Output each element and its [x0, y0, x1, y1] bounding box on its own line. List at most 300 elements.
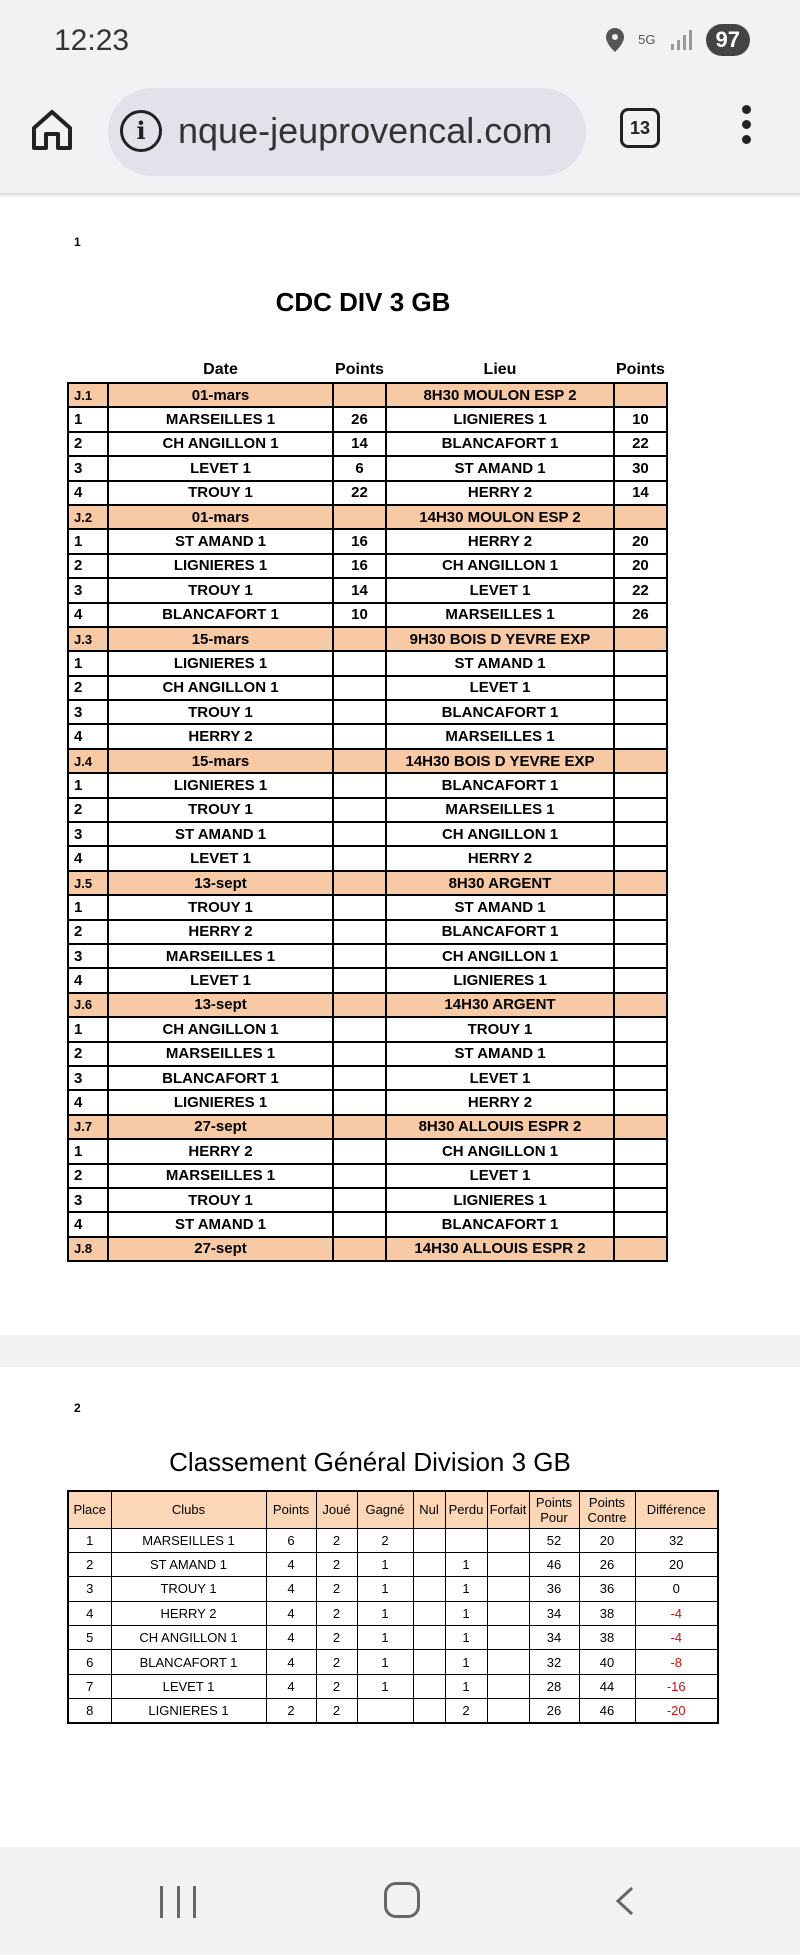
rank-cell: 6 — [266, 1528, 316, 1552]
rank-cell: 4 — [266, 1650, 316, 1674]
round-row — [68, 383, 667, 407]
home-team: ST AMAND 1 — [108, 1212, 333, 1236]
home-points: 10 — [333, 603, 386, 627]
home-nav-icon[interactable] — [384, 1882, 420, 1918]
rank-cell: 1 — [445, 1626, 487, 1650]
match-number: 2 — [68, 1164, 108, 1188]
rank-row — [68, 1650, 718, 1674]
rank-cell: 0 — [635, 1577, 718, 1601]
rank-cell — [487, 1577, 529, 1601]
away-team: HERRY 2 — [386, 1090, 614, 1114]
home-points — [333, 920, 386, 944]
away-points — [614, 1139, 667, 1163]
away-team: LEVET 1 — [386, 1066, 614, 1090]
match-row — [68, 603, 667, 627]
round-row — [68, 505, 667, 529]
home-team: TROUY 1 — [108, 895, 333, 919]
round-venue: 8H30 ALLOUIS ESPR 2 — [386, 1115, 614, 1139]
rank-cell: 26 — [579, 1552, 635, 1576]
match-row — [68, 700, 667, 724]
away-points: 20 — [614, 529, 667, 553]
rank-cell: 2 — [357, 1528, 413, 1552]
home-team: MARSEILLES 1 — [108, 1164, 333, 1188]
round-label: J.5 — [68, 871, 108, 895]
away-team: BLANCAFORT 1 — [386, 700, 614, 724]
rank-cell: -4 — [635, 1601, 718, 1625]
home-points — [333, 1066, 386, 1090]
away-points — [614, 700, 667, 724]
rank-col-header: Clubs — [111, 1491, 266, 1528]
round-empty — [614, 1237, 667, 1261]
match-number: 4 — [68, 481, 108, 505]
match-number: 3 — [68, 1066, 108, 1090]
page-number: 2 — [74, 1401, 81, 1415]
schedule-table — [67, 357, 668, 1262]
rank-cell: 7 — [68, 1674, 111, 1698]
rank-cell — [487, 1552, 529, 1576]
rank-row — [68, 1674, 718, 1698]
home-points — [333, 846, 386, 870]
rank-cell: 2 — [266, 1699, 316, 1723]
away-team: ST AMAND 1 — [386, 456, 614, 480]
rank-cell: 2 — [316, 1699, 357, 1723]
home-team: ST AMAND 1 — [108, 529, 333, 553]
home-icon[interactable] — [28, 106, 76, 154]
round-row — [68, 749, 667, 773]
match-row — [68, 968, 667, 992]
round-date: 27-sept — [108, 1115, 333, 1139]
site-info-icon[interactable]: i — [120, 110, 162, 152]
rank-col-header: Forfait — [487, 1491, 529, 1528]
rank-cell — [487, 1626, 529, 1650]
round-label: J.8 — [68, 1237, 108, 1261]
match-row — [68, 554, 667, 578]
rank-row — [68, 1552, 718, 1576]
rank-cell: 4 — [266, 1626, 316, 1650]
away-points — [614, 1066, 667, 1090]
round-empty — [614, 871, 667, 895]
rank-cell: MARSEILLES 1 — [111, 1528, 266, 1552]
rank-cell — [413, 1577, 445, 1601]
rank-cell — [487, 1674, 529, 1698]
away-team: ST AMAND 1 — [386, 1042, 614, 1066]
rank-cell: CH ANGILLON 1 — [111, 1626, 266, 1650]
rank-col-header: Nul — [413, 1491, 445, 1528]
rank-row — [68, 1577, 718, 1601]
home-points — [333, 1017, 386, 1041]
home-points — [333, 1042, 386, 1066]
home-team: LIGNIERES 1 — [108, 773, 333, 797]
away-points: 10 — [614, 407, 667, 431]
system-nav-bar — [0, 1848, 800, 1955]
away-points — [614, 846, 667, 870]
rank-cell — [487, 1699, 529, 1723]
rank-cell: 1 — [357, 1552, 413, 1576]
rank-cell: 20 — [635, 1552, 718, 1576]
home-team: CH ANGILLON 1 — [108, 1017, 333, 1041]
rank-cell: 1 — [445, 1577, 487, 1601]
match-row — [68, 1139, 667, 1163]
match-row — [68, 846, 667, 870]
rank-cell — [413, 1552, 445, 1576]
round-venue: 14H30 ALLOUIS ESPR 2 — [386, 1237, 614, 1261]
rank-col-header: Place — [68, 1491, 111, 1528]
home-team: LEVET 1 — [108, 968, 333, 992]
rank-cell — [413, 1626, 445, 1650]
home-points — [333, 822, 386, 846]
home-points — [333, 944, 386, 968]
home-points — [333, 651, 386, 675]
round-venue: 8H30 ARGENT — [386, 871, 614, 895]
rank-cell: 46 — [529, 1552, 579, 1576]
round-empty — [614, 993, 667, 1017]
match-row — [68, 1042, 667, 1066]
rank-cell: 2 — [316, 1626, 357, 1650]
away-points — [614, 1017, 667, 1041]
match-row — [68, 822, 667, 846]
home-team: TROUY 1 — [108, 481, 333, 505]
home-team: TROUY 1 — [108, 700, 333, 724]
rank-cell — [413, 1699, 445, 1723]
rank-cell: 44 — [579, 1674, 635, 1698]
match-number: 2 — [68, 432, 108, 456]
round-row — [68, 627, 667, 651]
round-date: 15-mars — [108, 627, 333, 651]
rank-col-header: Différence — [635, 1491, 718, 1528]
home-team: LEVET 1 — [108, 846, 333, 870]
rank-cell: 2 — [316, 1601, 357, 1625]
round-date: 27-sept — [108, 1237, 333, 1261]
rank-cell: -4 — [635, 1626, 718, 1650]
match-row — [68, 432, 667, 456]
away-points: 14 — [614, 481, 667, 505]
home-team: LIGNIERES 1 — [108, 651, 333, 675]
rank-cell: 1 — [445, 1601, 487, 1625]
match-number: 3 — [68, 700, 108, 724]
home-points — [333, 1188, 386, 1212]
rank-row — [68, 1528, 718, 1552]
away-team: CH ANGILLON 1 — [386, 822, 614, 846]
round-empty — [614, 627, 667, 651]
away-team: ST AMAND 1 — [386, 651, 614, 675]
round-label: J.2 — [68, 505, 108, 529]
rank-cell — [357, 1699, 413, 1723]
away-team: LEVET 1 — [386, 578, 614, 602]
pdf-page-2 — [0, 1367, 800, 1847]
rank-cell: 4 — [68, 1601, 111, 1625]
away-points — [614, 920, 667, 944]
back-icon[interactable] — [610, 1886, 640, 1916]
match-number: 4 — [68, 968, 108, 992]
rank-cell — [487, 1650, 529, 1674]
away-points — [614, 676, 667, 700]
rank-col-header: Gagné — [357, 1491, 413, 1528]
more-menu-icon[interactable] — [736, 102, 756, 152]
round-empty — [333, 1237, 386, 1261]
home-points: 16 — [333, 554, 386, 578]
rank-cell: 2 — [445, 1699, 487, 1723]
home-team: TROUY 1 — [108, 798, 333, 822]
round-date: 01-mars — [108, 505, 333, 529]
home-team: LIGNIERES 1 — [108, 1090, 333, 1114]
rank-cell: 4 — [266, 1552, 316, 1576]
rank-cell: HERRY 2 — [111, 1601, 266, 1625]
match-row — [68, 944, 667, 968]
address-bar[interactable] — [108, 88, 586, 176]
rank-cell: 1 — [357, 1577, 413, 1601]
rank-cell: 52 — [529, 1528, 579, 1552]
rank-cell: ST AMAND 1 — [111, 1552, 266, 1576]
signal-icon — [670, 29, 692, 51]
browser-toolbar — [0, 80, 800, 195]
away-team: LIGNIERES 1 — [386, 407, 614, 431]
match-row — [68, 895, 667, 919]
col-points-2: Points — [616, 360, 665, 378]
away-team: HERRY 2 — [386, 846, 614, 870]
away-team: BLANCAFORT 1 — [386, 773, 614, 797]
rank-row — [68, 1601, 718, 1625]
rank-cell — [487, 1601, 529, 1625]
home-points — [333, 968, 386, 992]
home-points — [333, 724, 386, 748]
away-team: MARSEILLES 1 — [386, 603, 614, 627]
home-team: CH ANGILLON 1 — [108, 676, 333, 700]
rank-cell: 20 — [579, 1528, 635, 1552]
home-team: LIGNIERES 1 — [108, 554, 333, 578]
tab-switcher-button[interactable]: 13 — [620, 108, 660, 148]
home-points: 22 — [333, 481, 386, 505]
away-points: 26 — [614, 603, 667, 627]
away-team: MARSEILLES 1 — [386, 798, 614, 822]
rank-cell — [413, 1601, 445, 1625]
round-empty — [333, 871, 386, 895]
home-points: 14 — [333, 578, 386, 602]
away-points — [614, 798, 667, 822]
away-points — [614, 773, 667, 797]
match-row — [68, 676, 667, 700]
away-points: 22 — [614, 578, 667, 602]
match-row — [68, 798, 667, 822]
match-number: 3 — [68, 822, 108, 846]
away-points: 20 — [614, 554, 667, 578]
rank-cell: 5 — [68, 1626, 111, 1650]
match-number: 2 — [68, 1042, 108, 1066]
rank-cell: 38 — [579, 1601, 635, 1625]
round-empty — [614, 749, 667, 773]
away-points — [614, 822, 667, 846]
rank-cell: 2 — [316, 1552, 357, 1576]
rank-cell: TROUY 1 — [111, 1577, 266, 1601]
round-venue: 8H30 MOULON ESP 2 — [386, 383, 614, 407]
round-empty — [333, 1115, 386, 1139]
home-team: CH ANGILLON 1 — [108, 432, 333, 456]
round-empty — [614, 383, 667, 407]
rank-cell: 40 — [579, 1650, 635, 1674]
match-row — [68, 1090, 667, 1114]
rank-cell: 6 — [68, 1650, 111, 1674]
match-number: 4 — [68, 724, 108, 748]
home-points — [333, 700, 386, 724]
match-number: 3 — [68, 944, 108, 968]
round-empty — [333, 505, 386, 529]
match-row — [68, 578, 667, 602]
away-points — [614, 968, 667, 992]
away-team: BLANCAFORT 1 — [386, 1212, 614, 1236]
home-team: HERRY 2 — [108, 1139, 333, 1163]
away-points: 30 — [614, 456, 667, 480]
away-points — [614, 944, 667, 968]
round-empty — [333, 383, 386, 407]
home-points: 6 — [333, 456, 386, 480]
pdf-page-1 — [0, 197, 800, 1335]
away-team: LIGNIERES 1 — [386, 1188, 614, 1212]
rank-cell: 34 — [529, 1626, 579, 1650]
round-label: J.4 — [68, 749, 108, 773]
away-team: CH ANGILLON 1 — [386, 1139, 614, 1163]
rank-cell: 2 — [316, 1674, 357, 1698]
rank-cell — [487, 1528, 529, 1552]
page-number: 1 — [74, 235, 81, 249]
status-bar — [0, 0, 800, 80]
round-date: 13-sept — [108, 871, 333, 895]
match-number: 2 — [68, 798, 108, 822]
status-icons — [606, 24, 750, 56]
match-row — [68, 481, 667, 505]
round-label: J.6 — [68, 993, 108, 1017]
round-venue: 14H30 MOULON ESP 2 — [386, 505, 614, 529]
away-points: 22 — [614, 432, 667, 456]
home-points — [333, 773, 386, 797]
rank-cell: -20 — [635, 1699, 718, 1723]
home-points: 26 — [333, 407, 386, 431]
match-number: 3 — [68, 578, 108, 602]
home-points — [333, 1139, 386, 1163]
match-number: 1 — [68, 1139, 108, 1163]
away-points — [614, 1090, 667, 1114]
rank-col-header: Points Pour — [529, 1491, 579, 1528]
round-row — [68, 993, 667, 1017]
match-row — [68, 773, 667, 797]
match-row — [68, 456, 667, 480]
round-row — [68, 1115, 667, 1139]
rank-cell: 4 — [266, 1674, 316, 1698]
rank-cell: 32 — [529, 1650, 579, 1674]
home-team: LEVET 1 — [108, 456, 333, 480]
home-team: MARSEILLES 1 — [108, 1042, 333, 1066]
home-team: TROUY 1 — [108, 578, 333, 602]
round-empty — [333, 993, 386, 1017]
rank-cell — [413, 1528, 445, 1552]
home-points — [333, 676, 386, 700]
home-team: ST AMAND 1 — [108, 822, 333, 846]
rank-cell: 4 — [266, 1577, 316, 1601]
round-label: J.1 — [68, 383, 108, 407]
match-number: 1 — [68, 895, 108, 919]
match-row — [68, 407, 667, 431]
col-lieu: Lieu — [483, 360, 517, 378]
rank-cell: 1 — [357, 1674, 413, 1698]
away-team: MARSEILLES 1 — [386, 724, 614, 748]
rank-cell: 2 — [316, 1528, 357, 1552]
rank-cell: 46 — [579, 1699, 635, 1723]
away-team: HERRY 2 — [386, 481, 614, 505]
rank-cell: 1 — [357, 1601, 413, 1625]
home-points — [333, 1090, 386, 1114]
round-empty — [614, 505, 667, 529]
battery-level: 97 — [706, 24, 750, 56]
url-text[interactable]: nque-jeuprovencal.com — [178, 110, 553, 151]
away-team: CH ANGILLON 1 — [386, 554, 614, 578]
rank-cell: 28 — [529, 1674, 579, 1698]
match-number: 1 — [68, 529, 108, 553]
away-points — [614, 1042, 667, 1066]
rank-cell: 1 — [445, 1674, 487, 1698]
home-points — [333, 1212, 386, 1236]
match-number: 2 — [68, 554, 108, 578]
round-empty — [333, 627, 386, 651]
home-team: HERRY 2 — [108, 920, 333, 944]
home-points — [333, 1164, 386, 1188]
rank-col-header: Perdu — [445, 1491, 487, 1528]
match-number: 3 — [68, 1188, 108, 1212]
match-number: 1 — [68, 1017, 108, 1041]
away-team: ST AMAND 1 — [386, 895, 614, 919]
rank-cell: 2 — [316, 1577, 357, 1601]
col-date: Date — [203, 360, 238, 378]
match-row — [68, 724, 667, 748]
home-team: BLANCAFORT 1 — [108, 1066, 333, 1090]
away-team: LEVET 1 — [386, 1164, 614, 1188]
rank-cell: 1 — [357, 1626, 413, 1650]
home-team: MARSEILLES 1 — [108, 407, 333, 431]
home-team: MARSEILLES 1 — [108, 944, 333, 968]
location-icon — [606, 28, 624, 52]
away-team: LEVET 1 — [386, 676, 614, 700]
rank-cell — [413, 1674, 445, 1698]
match-number: 3 — [68, 456, 108, 480]
round-row — [68, 1237, 667, 1261]
rank-cell: 26 — [529, 1699, 579, 1723]
match-row — [68, 651, 667, 675]
rank-col-header: Joué — [316, 1491, 357, 1528]
schedule-title: CDC DIV 3 GB — [275, 287, 451, 317]
match-row — [68, 920, 667, 944]
away-team: BLANCAFORT 1 — [386, 432, 614, 456]
rank-cell: 34 — [529, 1601, 579, 1625]
rank-col-header: Points Contre — [579, 1491, 635, 1528]
recent-apps-icon[interactable] — [160, 1886, 196, 1918]
match-number: 4 — [68, 1090, 108, 1114]
home-team: TROUY 1 — [108, 1188, 333, 1212]
round-date: 01-mars — [108, 383, 333, 407]
away-points — [614, 895, 667, 919]
away-team: LIGNIERES 1 — [386, 968, 614, 992]
rank-cell: 4 — [266, 1601, 316, 1625]
away-points — [614, 1164, 667, 1188]
status-time: 12:23 — [54, 24, 130, 57]
away-team: TROUY 1 — [386, 1017, 614, 1041]
match-number: 2 — [68, 676, 108, 700]
rank-cell — [413, 1650, 445, 1674]
away-points — [614, 651, 667, 675]
round-empty — [614, 1115, 667, 1139]
ranking-table — [67, 1490, 719, 1724]
round-empty — [333, 749, 386, 773]
match-row — [68, 529, 667, 553]
home-team: BLANCAFORT 1 — [108, 603, 333, 627]
match-row — [68, 1066, 667, 1090]
round-venue: 14H30 ARGENT — [386, 993, 614, 1017]
